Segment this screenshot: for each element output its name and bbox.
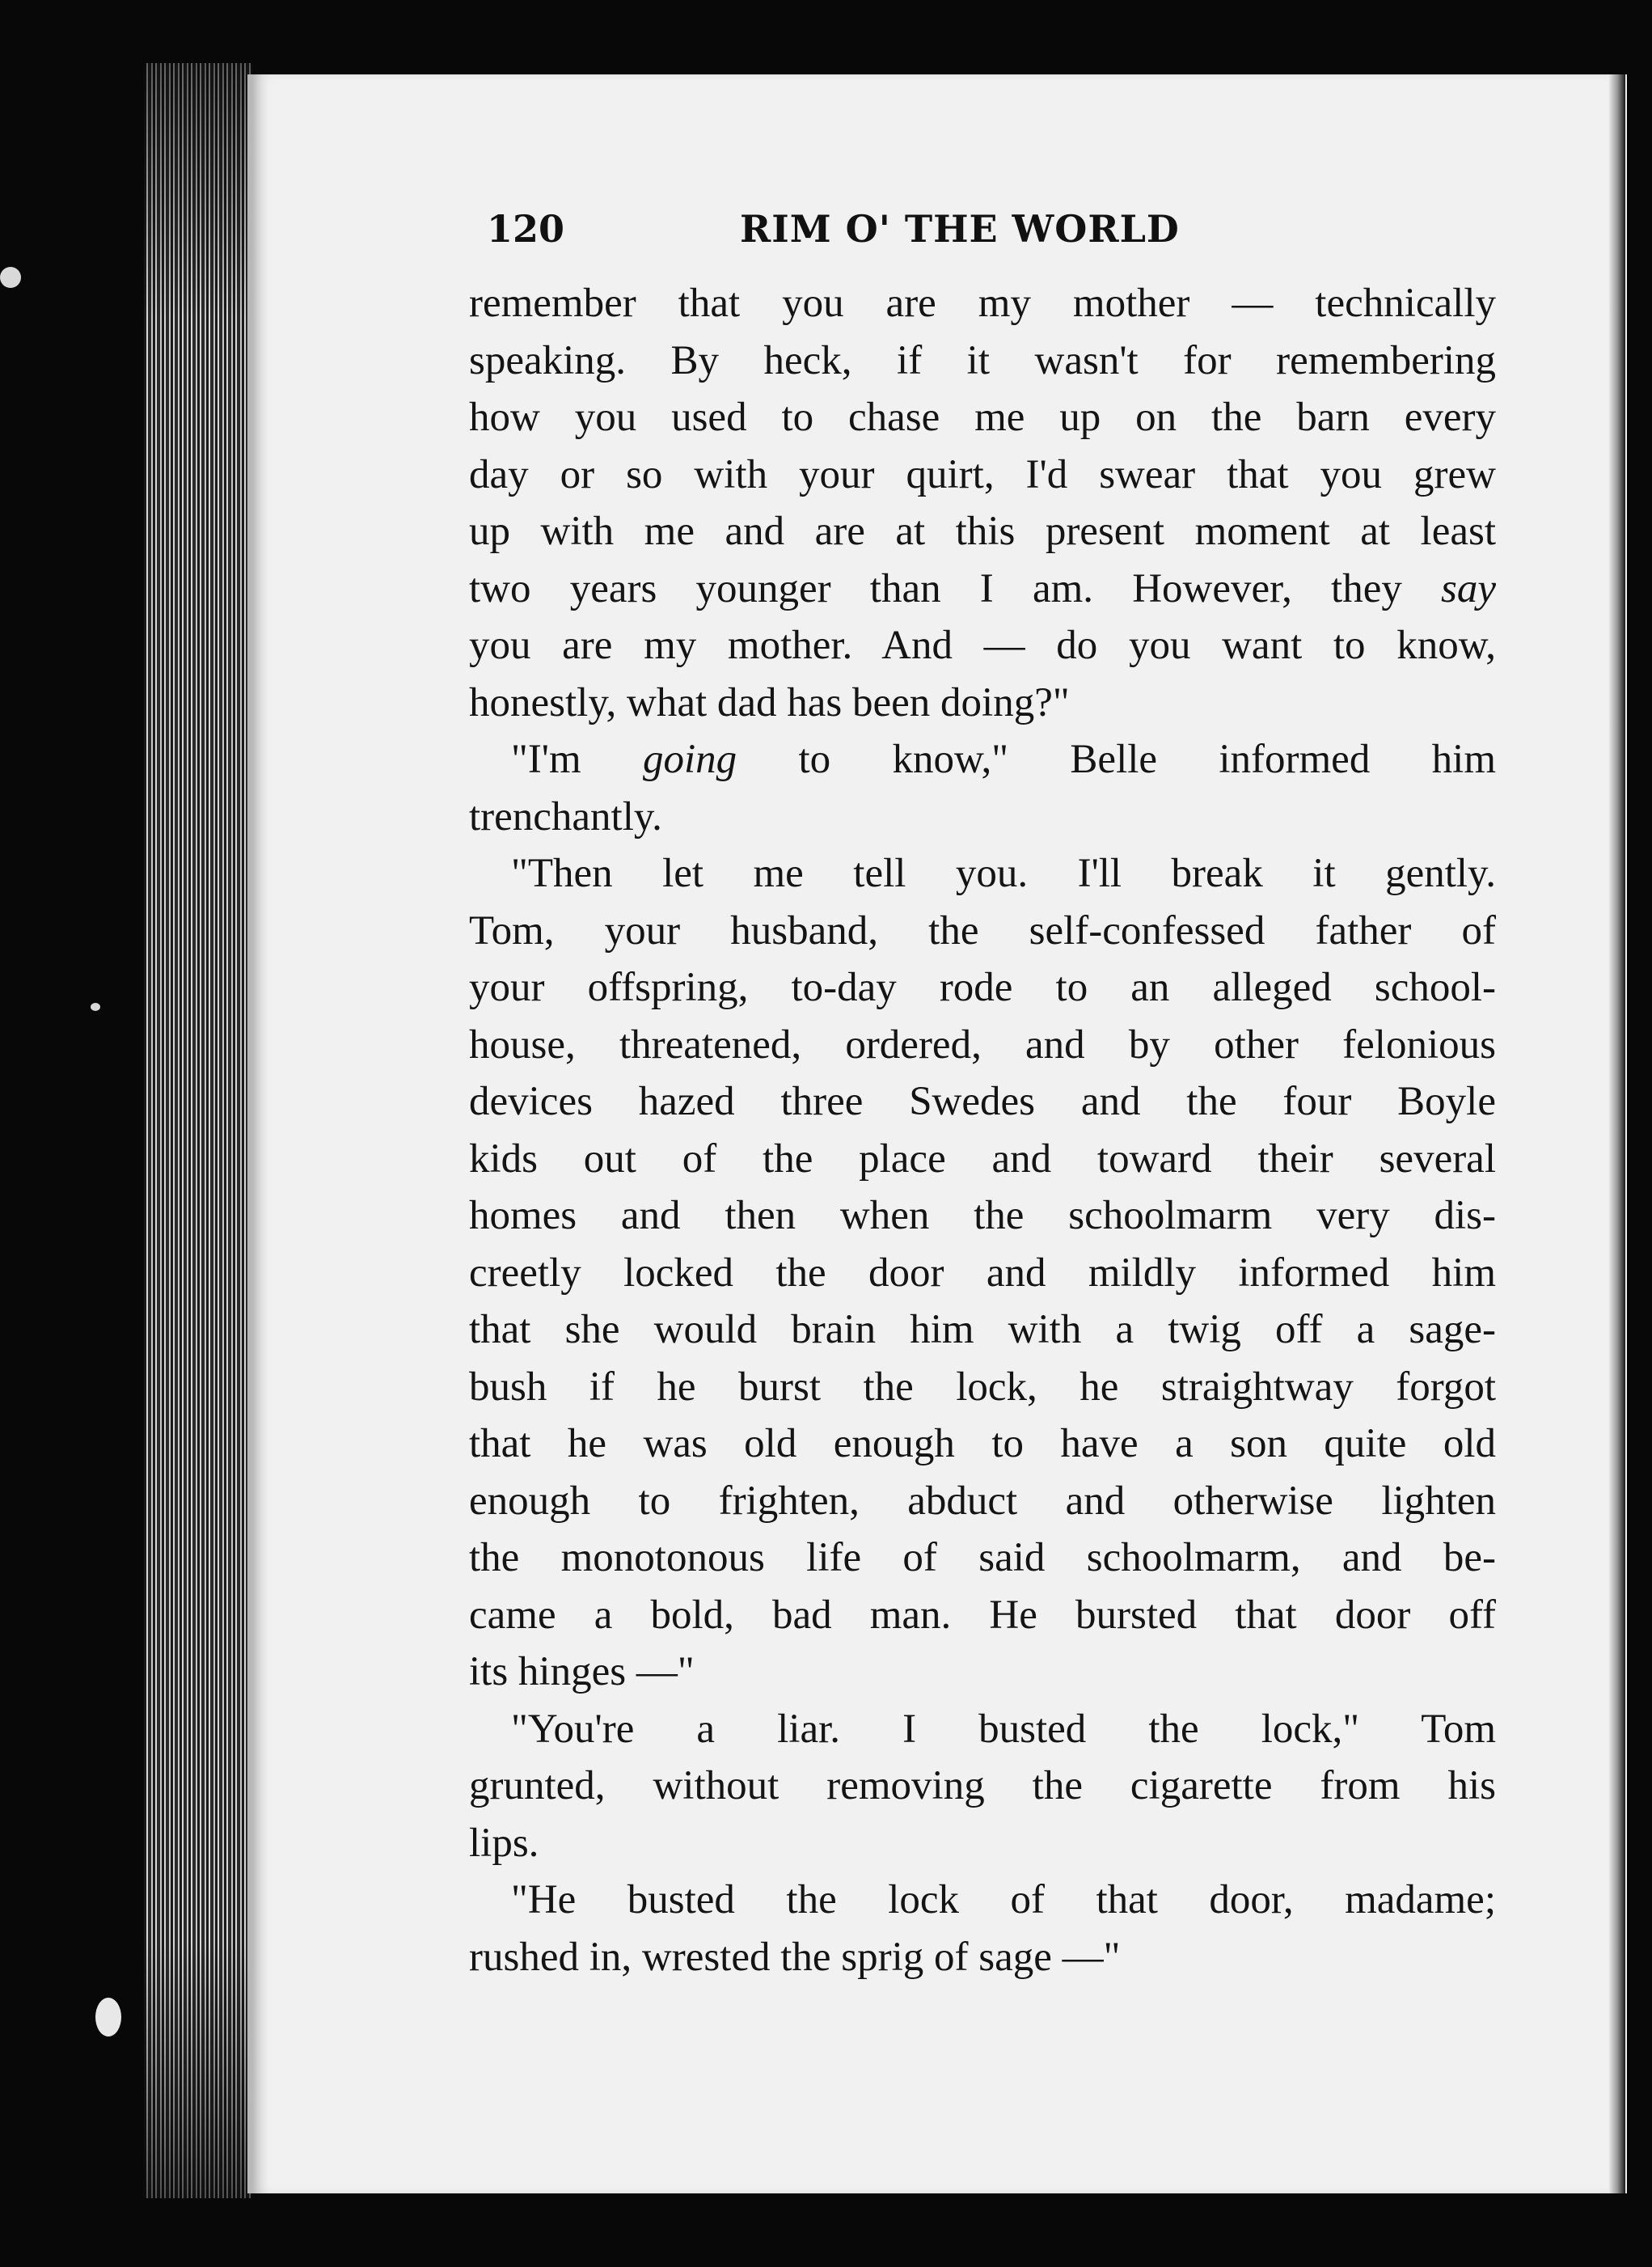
text-line: lips. [469, 1820, 539, 1866]
paragraph [469, 1872, 1496, 1986]
scan-speck [0, 267, 21, 288]
text-line: "You're a liar. I busted the lock," Tom [511, 1706, 1496, 1752]
text-line: two years younger than I am. However, they say [469, 565, 1496, 611]
text-line: kids out of the place and toward their several [469, 1136, 1496, 1182]
text-line: how you used to chase me up on the barn every [469, 395, 1496, 440]
text-line: honestly, what dad has been doing?" [469, 679, 1070, 725]
text-line: its hinges —" [469, 1649, 695, 1694]
page-right-edge [1609, 74, 1625, 2193]
text-line: day or so with your quirt, I'd swear that you grew [469, 451, 1496, 497]
text-line: house, threatened, ordered, and by other felonious [469, 1021, 1496, 1068]
text-line: that he was old enough to have a son quite old [469, 1421, 1496, 1466]
text-line: the monotonous life of said schoolmarm, and be- [469, 1535, 1496, 1580]
emphasis: going [643, 737, 737, 782]
text-line: your offspring, to-day rode to an alleged school- [469, 965, 1496, 1010]
text-line: enough to frighten, abduct and otherwise lighten [469, 1478, 1496, 1524]
text-line: remember that you are my mother — technically [469, 281, 1496, 326]
text-line: came a bold, bad man. He bursted that door off [469, 1592, 1496, 1638]
paragraph [469, 845, 1496, 1701]
text-line: rushed in, wrested the sprig of sage —" [469, 1934, 1121, 1980]
paragraph [469, 731, 1496, 845]
gutter-shadow [144, 63, 253, 2198]
text-line: grunted, without removing the cigarette from his [469, 1763, 1496, 1808]
paragraph [469, 275, 1496, 731]
page-number: 120 [487, 207, 565, 251]
text-line: devices hazed three Swedes and the four Boyle [469, 1079, 1496, 1124]
paragraph [469, 1701, 1496, 1872]
text-line: you are my mother. And — do you want to know, [469, 623, 1496, 668]
text-line: "I'm going to know," Belle informed him [511, 737, 1496, 782]
text-line: "He busted the lock of that door, madame; [511, 1877, 1496, 1922]
text-line: that she would brain him with a twig off a sage- [469, 1307, 1496, 1352]
scan-speck [91, 1003, 100, 1011]
page-body [469, 275, 1496, 1986]
text-line: speaking. By heck, if it wasn't for remembering [469, 337, 1496, 383]
text-line: bush if he burst the lock, he straightway forgot [469, 1364, 1496, 1410]
text-line: up with me and are at this present moment at least [469, 509, 1496, 554]
running-title: RIM O' THE WORLD [740, 207, 1180, 251]
running-header [487, 207, 1538, 264]
text-line: homes and then when the schoolmarm very dis- [469, 1193, 1496, 1238]
text-line: Tom, your husband, the self-confessed father of [469, 907, 1496, 954]
emphasis: say [1441, 565, 1496, 611]
text-line: creetly locked the door and mildly informed him [469, 1250, 1496, 1296]
scan-speck [95, 1998, 121, 2036]
text-line: "Then let me tell you. I'll break it gently. [511, 851, 1496, 896]
text-line: trenchantly. [469, 793, 662, 840]
